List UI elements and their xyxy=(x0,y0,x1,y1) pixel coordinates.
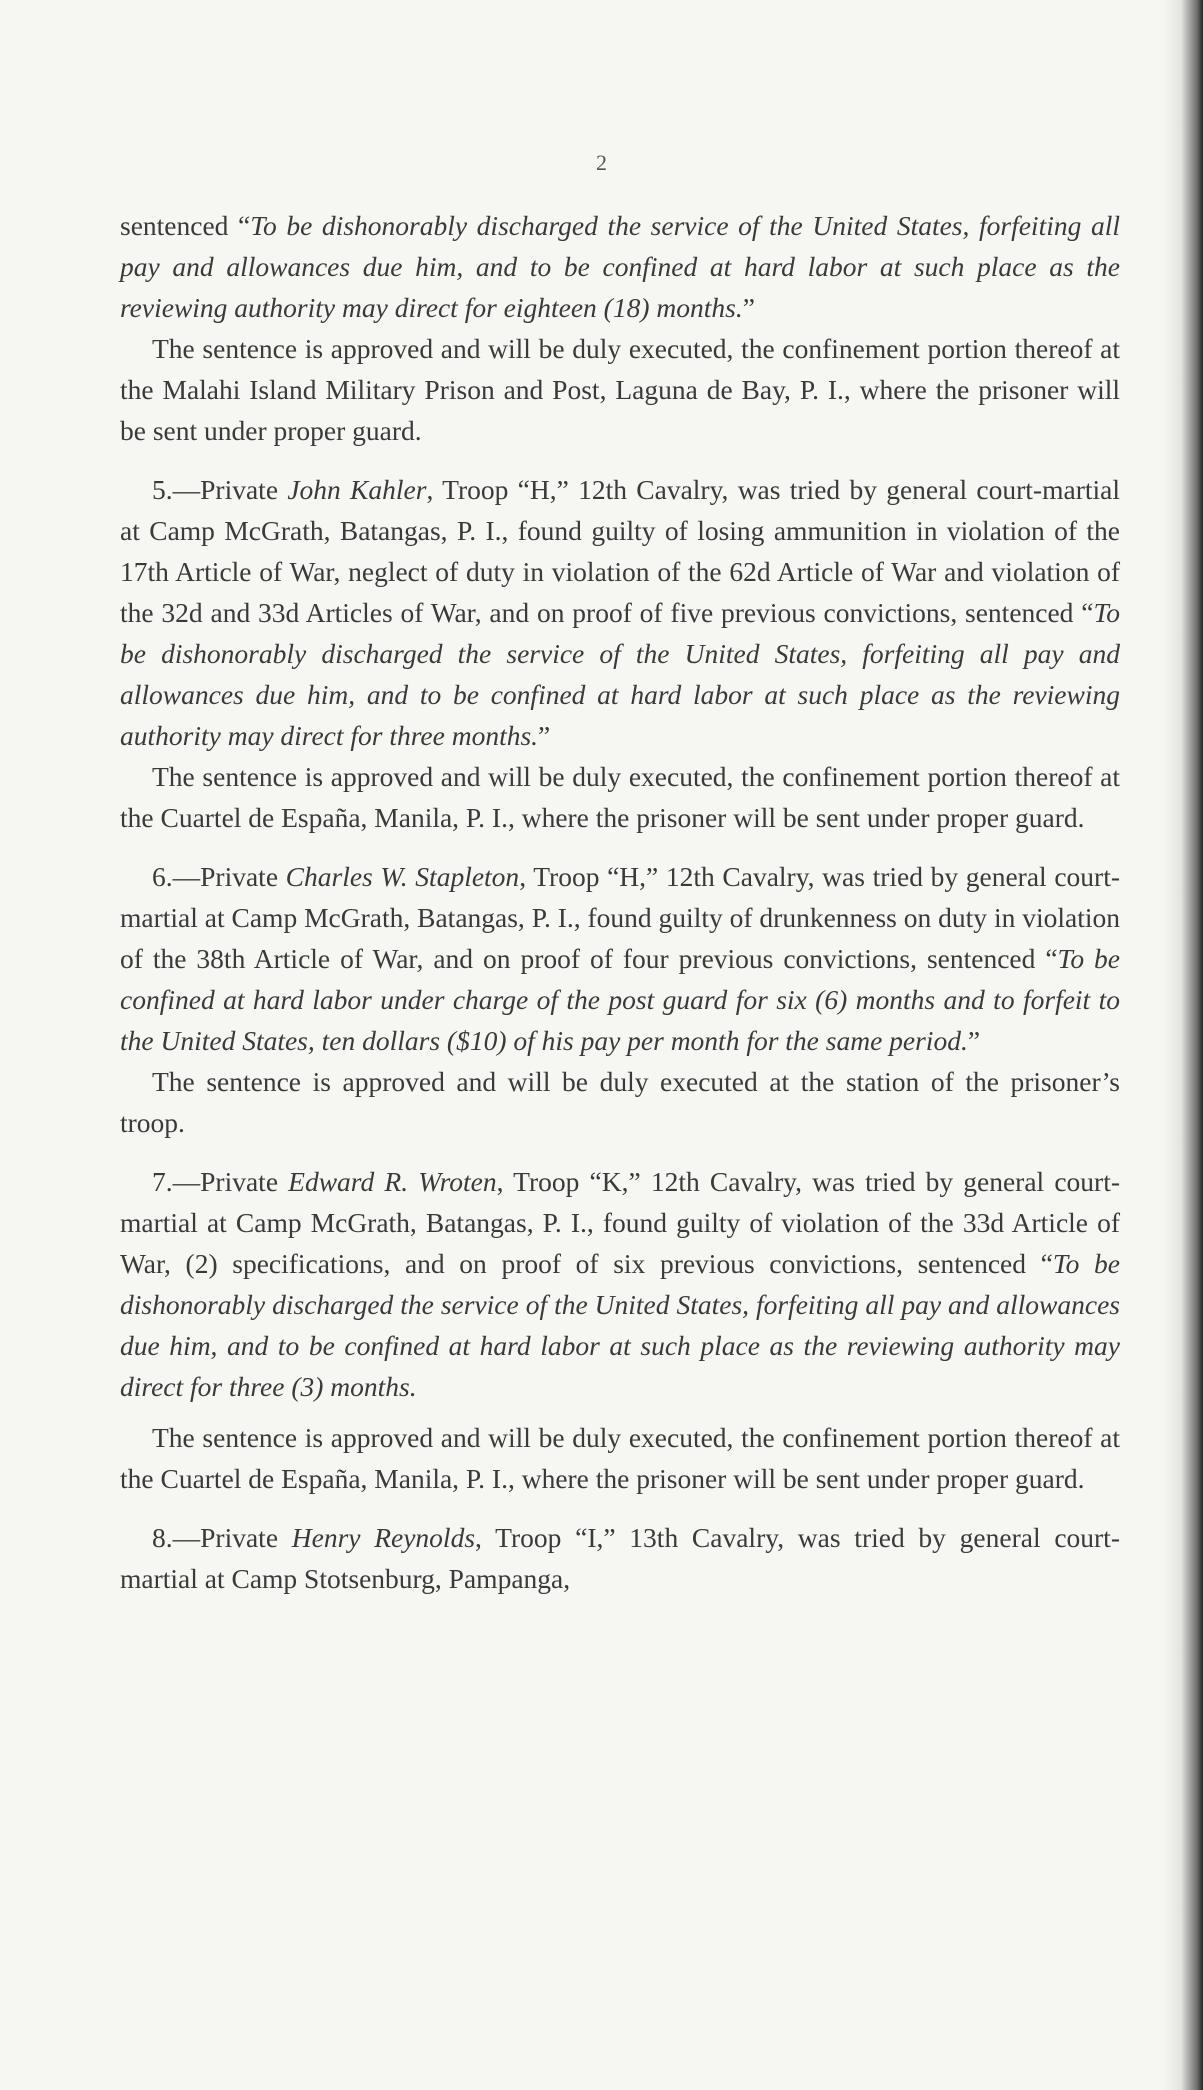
page-number: 2 xyxy=(596,150,607,175)
text-run: 8.—Private xyxy=(152,1522,292,1553)
sentence-quote: To be dishonorably discharged the service of the United States, forfeiting all pay and allowances due him, and to be confined at hard labor at such place as the reviewing authority may direct for three months. xyxy=(120,597,1120,751)
text-run: 7.—Private xyxy=(152,1166,289,1197)
paragraph-6 xyxy=(100,856,1130,1061)
text-run: , Troop “H,” 12th Cavalry, was tried by general court-martial at Camp McGrath, Batangas, P. I., found guilty of losing ammunition in violation of the 17th Article of War, neglect of duty in violation of the 62d Article of War and violation of the 32d and 33d Articles of War, and on proof of five previous convictions, sentenced “ xyxy=(120,474,1120,628)
private-name: Henry Reynolds xyxy=(291,1522,476,1553)
sentence-quote: To be confined at hard labor under charge of the post guard for six (6) months and to forfeit to the United States, ten dollars ($10) of his pay per month for the same period. xyxy=(120,943,1120,1056)
text-run: ” xyxy=(967,1025,981,1056)
text-run: , Troop “I,” 13th Cavalry, was tried by general court-martial at Camp Stotsenburg, Pampanga, xyxy=(120,1522,1120,1594)
text-run: 5.—Private xyxy=(152,474,288,505)
paragraph-5 xyxy=(100,469,1130,756)
paragraph-6-approval: The sentence is approved and will be duly executed at the station of the prisoner’s troop. xyxy=(120,1066,1120,1138)
private-name: John Kahler xyxy=(287,474,427,505)
paragraph-7 xyxy=(100,1161,1130,1407)
sentence-quote: To be dishonorably discharged the service of the United States, forfeiting all pay and allowances due him, and to be confined at hard labor at such place as the reviewing authority may direct for three (3) months. xyxy=(120,1248,1120,1402)
text-run: ” xyxy=(538,720,551,751)
text-run: 6.—Private xyxy=(152,861,286,892)
private-name: Edward R. Wroten xyxy=(288,1166,497,1197)
paragraph-5-approval: The sentence is approved and will be duly executed, the confinement portion thereof at the Cuartel de España, Manila, P. I., where the prisoner will be sent under proper guard. xyxy=(120,761,1120,833)
text-run: sentenced “ xyxy=(120,210,251,241)
page-edge-shadow xyxy=(1163,0,1203,2090)
paragraph-7-approval: The sentence is approved and will be duly executed, the confinement portion thereof at the Cuartel de España, Manila, P. I., where the prisoner will be sent under proper guard. xyxy=(120,1422,1120,1494)
paragraph-4-sentence xyxy=(100,205,1130,328)
sentence-quote: To be dishonorably discharged the service of the United States, forfeiting all pay and allowances due him, and to be confined at hard labor at such place as the reviewing authority may direct for eighteen (18) months. xyxy=(120,210,1120,323)
document-body xyxy=(100,205,1130,1599)
private-name: Charles W. Stapleton xyxy=(285,861,520,892)
paragraph-4-approval: The sentence is approved and will be duly executed, the confinement portion thereof at the Malahi Island Military Prison and Post, Laguna de Bay, P. I., where the prisoner will be sent under proper guard. xyxy=(120,333,1120,446)
paragraph-8 xyxy=(100,1517,1130,1599)
text-run: ” xyxy=(742,292,755,323)
text-run: , Troop “H,” 12th Cavalry, was tried by general court-martial at Camp McGrath, Batangas, P. I., found guilty of drunkenness on duty in violation of the 38th Article of War, and on proof of four previous convictions, sentenced “ xyxy=(120,861,1120,974)
text-run: , Troop “K,” 12th Cavalry, was tried by general court-martial at Camp McGrath, Batangas, P. I., found guilty of violation of the 33d Article of War, (2) specifications, and on proof of six previous convictions, sentenced “ xyxy=(120,1166,1120,1279)
